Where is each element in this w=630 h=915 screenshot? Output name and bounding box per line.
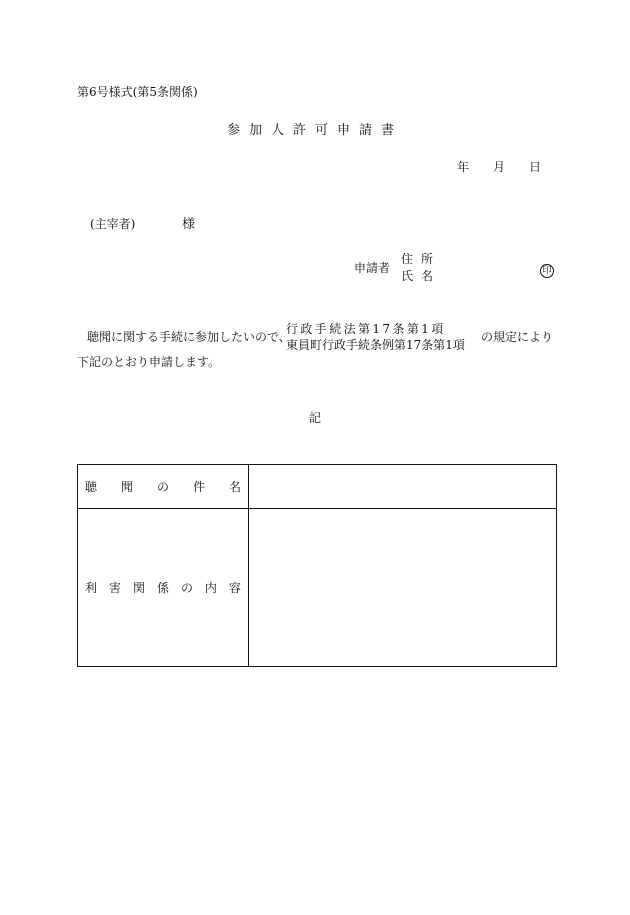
seal-mark: 印 [540, 264, 554, 278]
label-char: 係 [156, 581, 169, 595]
body-text-prefix: 聴聞に関する手続に参加したいので、 [87, 330, 291, 344]
label-char: 関 [132, 581, 145, 595]
notation-mark: 記 [308, 411, 321, 425]
label-char: 聴 [85, 480, 98, 494]
label-char: 容 [228, 581, 241, 595]
name-label: 氏名 [401, 269, 442, 283]
law-reference-town: 東員町行政手続条例第17条第1項 [286, 338, 465, 352]
organizer-label: (主宰者) [90, 217, 136, 231]
hearing-case-field[interactable] [249, 465, 556, 508]
label-char: 件 [192, 480, 205, 494]
interest-content-field[interactable] [249, 509, 556, 666]
label-char: 聞 [120, 480, 133, 494]
detail-table [77, 464, 557, 667]
interest-content-label [78, 509, 248, 666]
label-char: 内 [204, 581, 217, 595]
form-number: 第6号様式(第5条関係) [77, 85, 198, 99]
label-char: 利 [85, 581, 98, 595]
body-text-line2: 下記のとおり申請します。 [77, 355, 221, 369]
law-reference-national: 行政手続法第17条第1項 [286, 322, 446, 336]
hearing-case-label [78, 465, 248, 508]
applicant-label: 申請者 [354, 261, 391, 275]
label-char: 名 [228, 480, 241, 494]
body-text-suffix: の規定により [481, 330, 554, 344]
address-label: 住所 [401, 252, 442, 266]
label-char: 害 [108, 581, 121, 595]
form-title: 参加人許可申請書 [226, 123, 403, 138]
organizer-honorific: 様 [182, 217, 196, 232]
label-char: の [180, 581, 193, 595]
date-month-label: 月 [493, 160, 506, 174]
date-day-label: 日 [529, 160, 542, 174]
date-year-label: 年 [457, 160, 470, 174]
label-char: の [156, 480, 169, 494]
